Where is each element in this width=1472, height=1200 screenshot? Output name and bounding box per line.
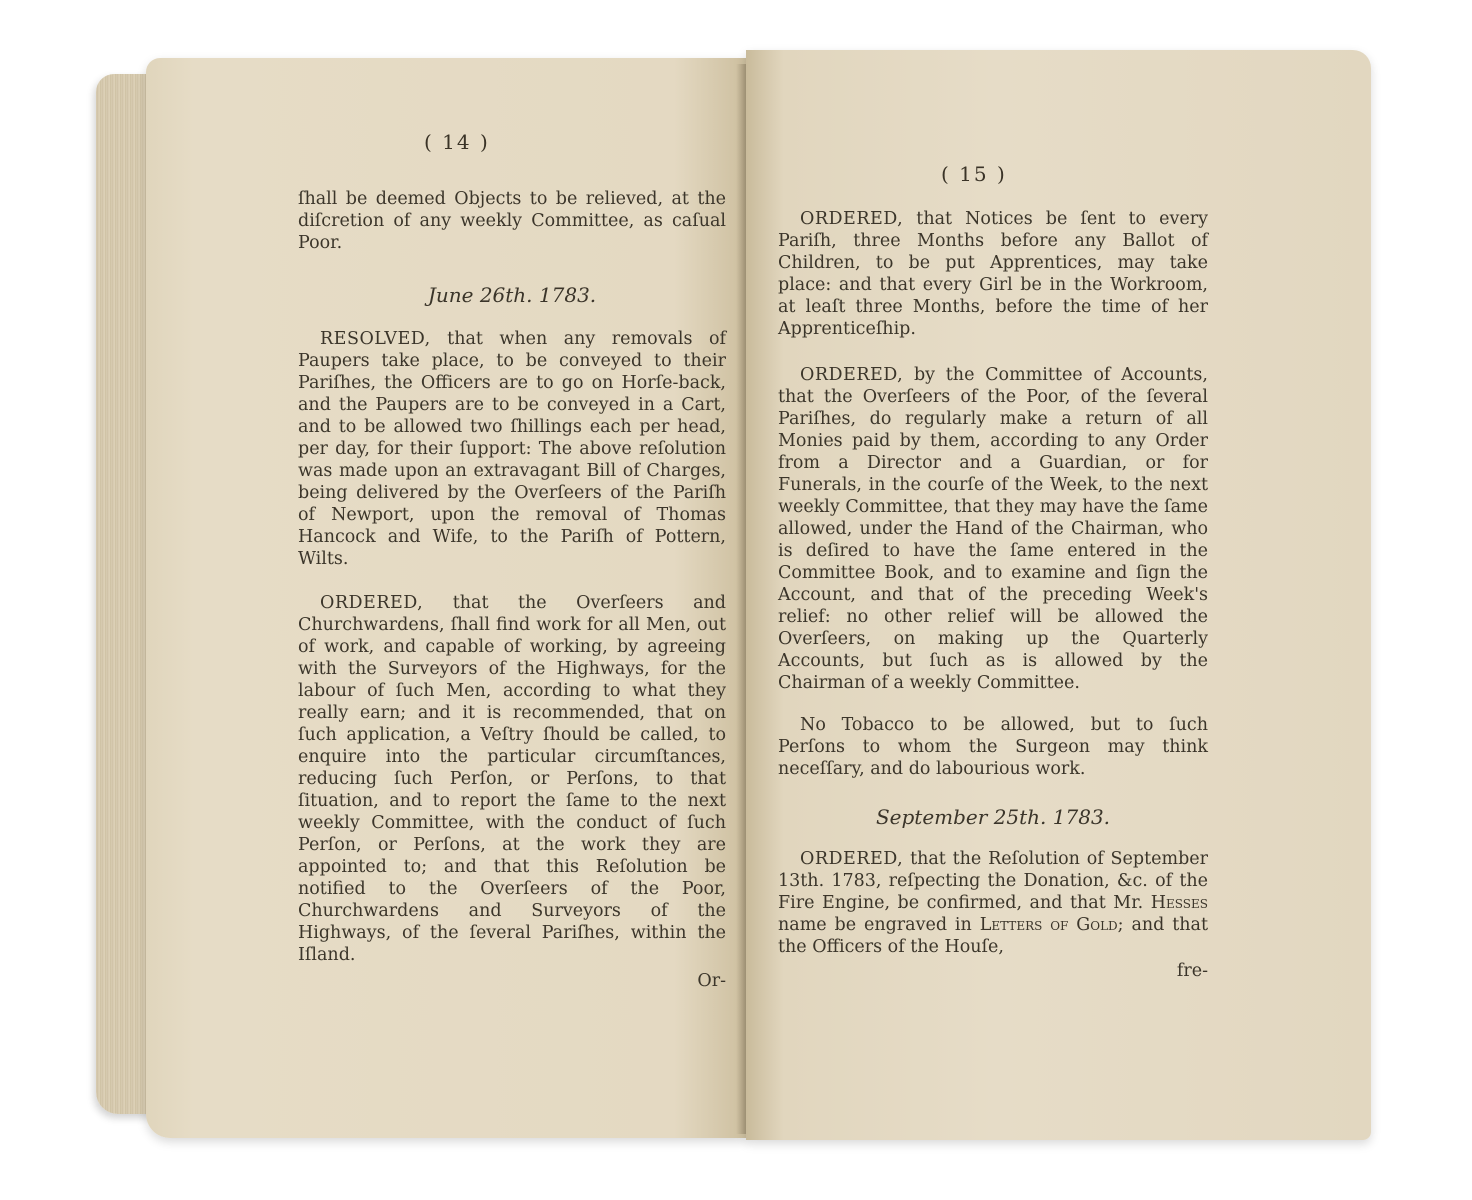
date-heading-june: June 26th. 1783. xyxy=(427,283,597,307)
ordered2-lead: ORDERED, xyxy=(800,365,904,385)
ordered-text: that the Overſeers and Churchwardens, ſhall find work for all Men, out of work, and capable of working, by agreeing with the Surveyors of the Highways, for the labour of ſuch Men, according to what they really earn; and it is recommended, that on ſuch application, a Veſtry ſhould be called, to enquire into the particular circumſtances, reducing ſuch Perſon, or Perſons, to that ſituation, and to report the ſame to the next weekly Committee, with the conduct of ſuch Perſon, or Perſons, at the work they are appointed to; and that this Reſolution be notified to the Overſeers of the Poor, Churchwardens and Surveyors of the Highways, of the ſeveral Pariſhes, within the Iſland. xyxy=(298,593,726,965)
left-page-number: ( 14 ) xyxy=(424,130,490,154)
ordered-lead: ORDERED, xyxy=(320,593,424,613)
ordered1-text: that Notices be ſent to every Pariſh, three Months before any Ballot of Children, to be put Apprentices, may take place: and that every Girl be in the Workroom, at leaſt three Months, before the time of her Apprenticeſhip. xyxy=(778,209,1208,339)
resolved-paragraph xyxy=(298,328,726,570)
date-heading-september: September 25th. 1783. xyxy=(875,805,1111,829)
ordered3-letters: Letters of Gold xyxy=(979,915,1118,935)
ordered1-paragraph xyxy=(778,208,1208,340)
ordered3-text-b: name be engraved in xyxy=(778,915,972,935)
right-page-number: ( 15 ) xyxy=(941,162,1007,186)
right-page-body xyxy=(778,208,1208,982)
continuation-text: ſhall be deemed Objects to be relieved, at the diſcretion of any weekly Committee, as caſual Poor. xyxy=(298,189,726,253)
ordered2-text: by the Committee of Accounts, that the Overſeers of the Poor, of the ſeveral Pariſhes, do regularly make a return of all Monies paid by them, according to any Order from a Director and a Guardian, or for Funerals, in the courſe of the Week, to the next weekly Committee, that they may have the ſame allowed, under the Hand of the Chairman, who is deſired to have the ſame entered in the Committee Book, and to examine and ſign the Account, and that of the preceding Week's relief: no other relief will be allowed the Overſeers, on making up the Quarterly Accounts, but ſuch as is allowed by the Chairman of a weekly Committee. xyxy=(778,365,1208,693)
ordered-paragraph xyxy=(298,592,726,966)
resolved-lead: RESOLVED, xyxy=(320,329,431,349)
ordered3-text-a: that the Reſolution of September 13th. 1783, reſpecting the Donation, &c. of the Fire Engine, be confirmed, and that Mr. xyxy=(778,849,1208,913)
resolved-text: that when any removals of Paupers take place, to be conveyed to their Pariſhes, the Officers are to go on Horſe-back, and the Paupers are to be conveyed in a Cart, and to be allowed two ſhillings each per head, per day, for their ſupport: The above reſolution was made upon an extravagant Bill of Charges, being delivered by the Overſeers of the Pariſh of Newport, upon the removal of Thomas Hancock and Wife, to the Pariſh of Pottern, Wilts. xyxy=(298,329,726,569)
ordered3-paragraph xyxy=(778,848,1208,958)
right-catchword: fre- xyxy=(1176,961,1208,981)
ordered3-lead: ORDERED, xyxy=(800,849,904,869)
tobacco-paragraph: No Tobacco to be allowed, but to ſuch Perſons to whom the Surgeon may think neceſſary, and do labourious work. xyxy=(778,715,1208,779)
ordered3-name: Hesses xyxy=(1150,893,1208,913)
ordered3-text-c: ; and that the Officers of the Houſe, xyxy=(778,915,1209,957)
open-book xyxy=(96,44,1376,1154)
left-catchword: Or- xyxy=(697,971,726,991)
ordered2-paragraph xyxy=(778,364,1208,694)
left-page-body xyxy=(298,188,726,992)
left-page xyxy=(146,58,746,1138)
ordered1-lead: ORDERED, xyxy=(800,209,904,229)
right-page xyxy=(746,50,1371,1140)
